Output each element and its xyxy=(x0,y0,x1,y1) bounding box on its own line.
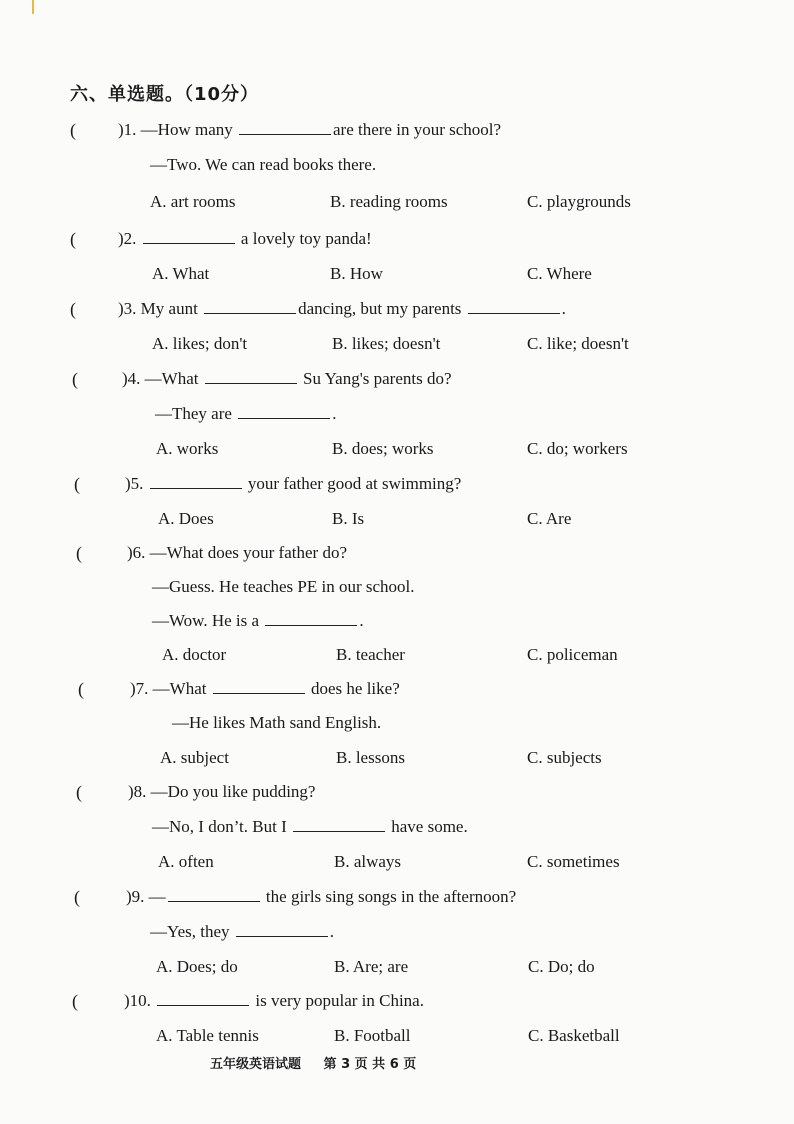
option-b: B. likes; doesn't xyxy=(332,334,441,353)
answer-blank xyxy=(239,120,331,135)
option-c: C. subjects xyxy=(527,748,602,767)
question-9-reply: —Yes, they . xyxy=(150,922,335,941)
answer-paren: ( xyxy=(70,120,76,140)
answer-paren: ( xyxy=(70,229,76,249)
option-b: B. always xyxy=(334,852,402,871)
option-c: C. Do; do xyxy=(528,957,595,976)
option-c: C. policeman xyxy=(527,645,618,664)
answer-paren: ( xyxy=(76,543,82,563)
question-6-reply: —Guess. He teaches PE in our school. xyxy=(152,577,415,596)
option-a: A. What xyxy=(152,264,210,283)
option-a: A. Does; do xyxy=(156,957,238,976)
option-a: A. art rooms xyxy=(150,192,236,211)
option-b: B. Football xyxy=(334,1026,411,1045)
answer-blank xyxy=(238,404,330,419)
option-b: B. Are; are xyxy=(334,957,409,976)
option-c: C. Are xyxy=(527,509,572,528)
question-8-reply: —No, I don’t. But I have some. xyxy=(152,817,468,836)
question-1-stem: )1. —How many are there in your school? xyxy=(118,120,502,139)
question-8-stem: )8. —Do you like pudding? xyxy=(128,782,316,801)
page-footer xyxy=(210,1053,434,1072)
answer-blank xyxy=(168,887,260,902)
option-c: C. Basketball xyxy=(528,1026,620,1045)
answer-paren: ( xyxy=(76,782,82,802)
option-a: A. Table tennis xyxy=(156,1026,259,1045)
question-6-reply-2: —Wow. He is a . xyxy=(152,611,364,630)
question-6-stem: )6. —What does your father do? xyxy=(127,543,347,562)
question-10-stem: )10. is very popular in China. xyxy=(124,991,424,1010)
option-c: C. do; workers xyxy=(527,439,628,458)
answer-blank xyxy=(265,611,357,626)
option-a: A. Does xyxy=(158,509,214,528)
answer-paren: ( xyxy=(74,474,80,494)
answer-blank xyxy=(143,229,235,244)
option-a: A. works xyxy=(156,439,219,458)
option-b: B. teacher xyxy=(336,645,405,664)
option-b: B. How xyxy=(330,264,383,283)
question-4-reply: —They are . xyxy=(155,404,337,423)
option-b: B. lessons xyxy=(336,748,405,767)
option-a: A. subject xyxy=(160,748,229,767)
answer-blank xyxy=(293,817,385,832)
answer-blank xyxy=(468,299,560,314)
answer-paren: ( xyxy=(72,369,78,389)
option-a: A. often xyxy=(158,852,214,871)
question-9-stem: )9. — the girls sing songs in the afternoon? xyxy=(126,887,517,906)
answer-blank xyxy=(157,991,249,1006)
question-7-reply: —He likes Math sand English. xyxy=(172,713,382,732)
option-b: B. does; works xyxy=(332,439,434,458)
section-title: 六、单选题。（10分） xyxy=(70,84,260,105)
footer-title: 五年级英语试题 xyxy=(210,1057,302,1072)
answer-blank xyxy=(204,299,296,314)
answer-paren: ( xyxy=(78,679,84,699)
answer-blank xyxy=(205,369,297,384)
answer-blank xyxy=(236,922,328,937)
option-c: C. sometimes xyxy=(527,852,620,871)
question-7-stem: )7. —What does he like? xyxy=(130,679,400,698)
option-a: A. likes; don't xyxy=(152,334,248,353)
option-b: B. reading rooms xyxy=(330,192,448,211)
question-5-stem: )5. your father good at swimming? xyxy=(125,474,462,493)
option-c: C. Where xyxy=(527,264,592,283)
answer-paren: ( xyxy=(70,299,76,319)
question-3-stem: )3. My aunt dancing, but my parents . xyxy=(118,299,566,318)
question-2-stem: )2. a lovely toy panda! xyxy=(118,229,372,248)
corner-mark xyxy=(32,0,34,14)
answer-blank xyxy=(213,679,305,694)
option-a: A. doctor xyxy=(162,645,227,664)
answer-blank xyxy=(150,474,242,489)
question-4-stem: )4. —What Su Yang's parents do? xyxy=(122,369,452,388)
option-b: B. Is xyxy=(332,509,365,528)
answer-paren: ( xyxy=(74,887,80,907)
option-c: C. playgrounds xyxy=(527,192,631,211)
question-1-reply: —Two. We can read books there. xyxy=(150,155,377,174)
option-c: C. like; doesn't xyxy=(527,334,629,353)
footer-page: 第 3 页 共 6 页 xyxy=(323,1057,417,1072)
answer-paren: ( xyxy=(72,991,78,1011)
